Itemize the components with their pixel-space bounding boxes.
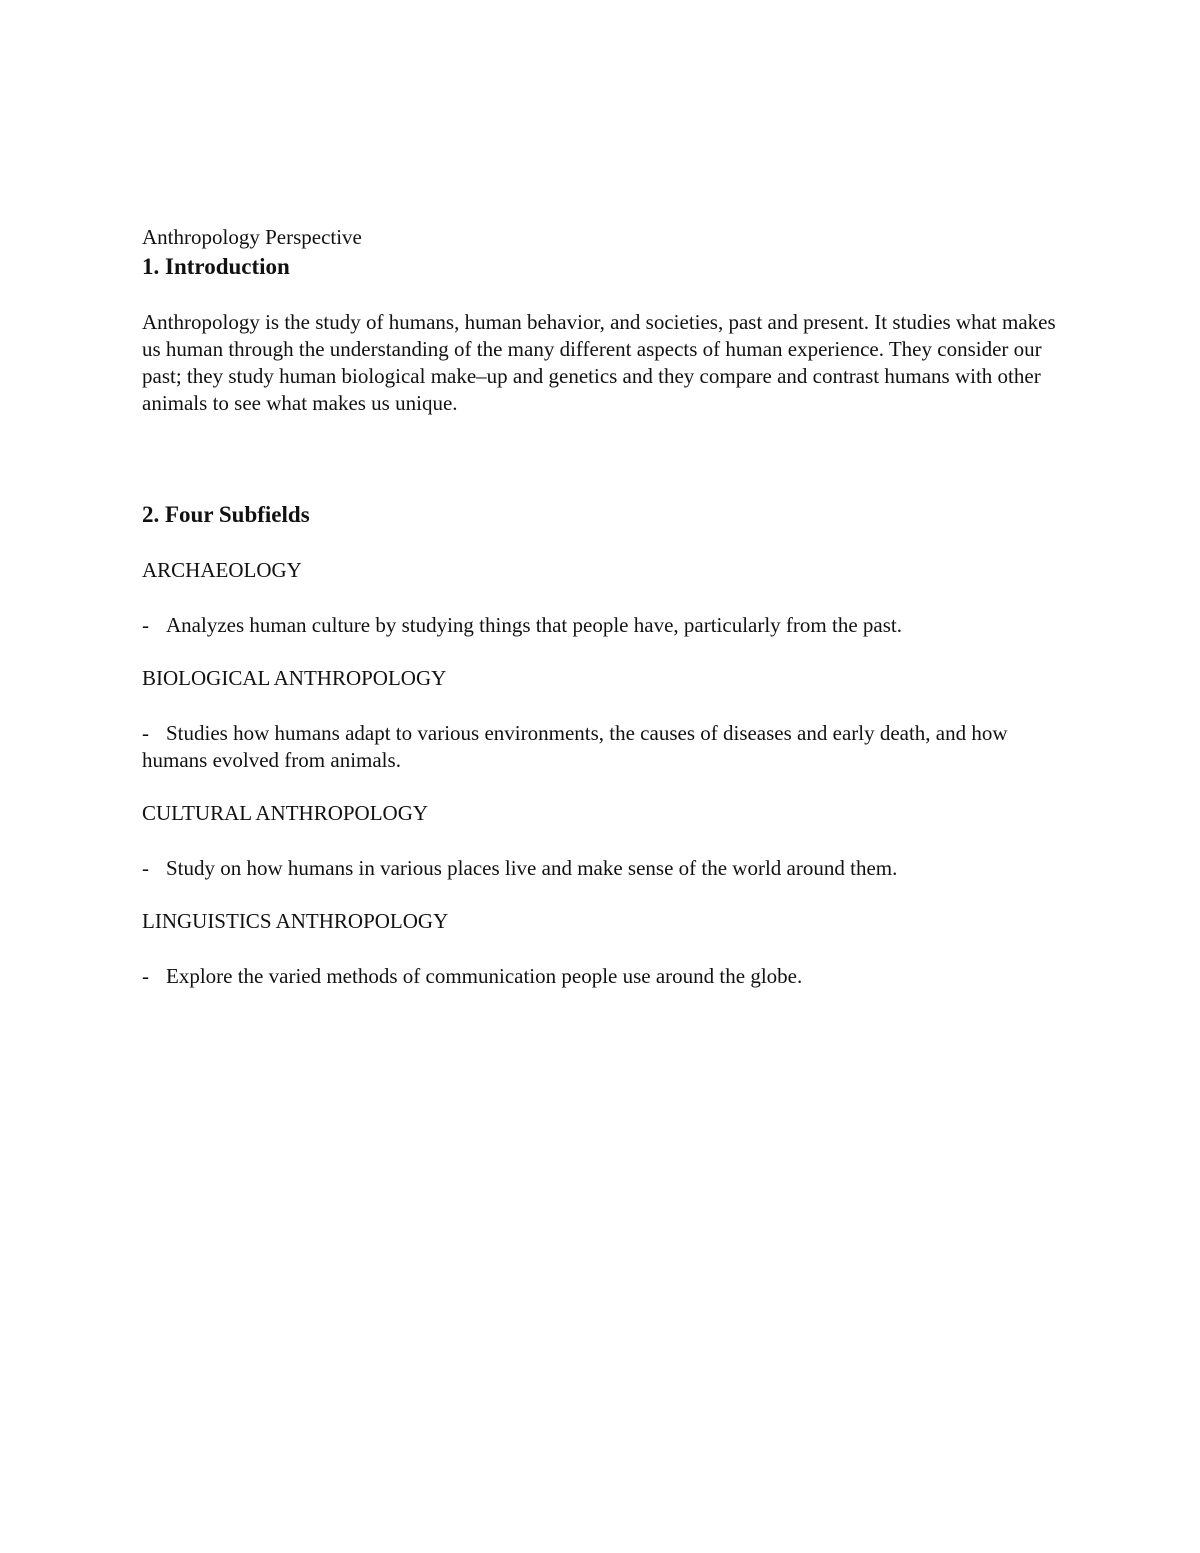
subfield-label-linguistics-anthropology: LINGUISTICS ANTHROPOLOGY <box>142 909 449 933</box>
bullet-dash: - <box>142 721 149 745</box>
description-text: Analyzes human culture by studying things that people have, particularly from the past. <box>166 613 902 637</box>
subfield-description-linguistics-anthropology <box>142 963 1062 990</box>
description-text: Studies how humans adapt to various environments, the causes of diseases and early death, and how humans evolved from animals. <box>142 721 1008 772</box>
subfield-description-archaeology <box>142 612 1062 639</box>
document-title: Anthropology Perspective <box>142 225 362 249</box>
description-text: Explore the varied methods of communication people use around the globe. <box>166 964 803 988</box>
document-body <box>142 222 1062 990</box>
subfield-label-biological-anthropology: BIOLOGICAL ANTHROPOLOGY <box>142 666 447 690</box>
subfield-description-biological-anthropology <box>142 720 1062 774</box>
subfield-description-cultural-anthropology <box>142 855 1062 882</box>
subfield-label-cultural-anthropology: CULTURAL ANTHROPOLOGY <box>142 801 429 825</box>
section-heading-four-subfields: 2. Four Subfields <box>142 502 310 527</box>
section-heading-introduction: 1. Introduction <box>142 254 290 279</box>
introduction-paragraph: Anthropology is the study of humans, human behavior, and societies, past and present. It studies what makes us human through the understanding of the many different aspects of human experience. They consider our past; they study human biological make–up and genetics and they compare and contrast humans with other animals to see what makes us unique. <box>142 310 1056 415</box>
description-text: Study on how humans in various places live and make sense of the world around them. <box>166 856 898 880</box>
bullet-dash: - <box>142 964 149 988</box>
subfield-label-archaeology: ARCHAEOLOGY <box>142 558 302 582</box>
bullet-dash: - <box>142 856 149 880</box>
bullet-dash: - <box>142 613 149 637</box>
